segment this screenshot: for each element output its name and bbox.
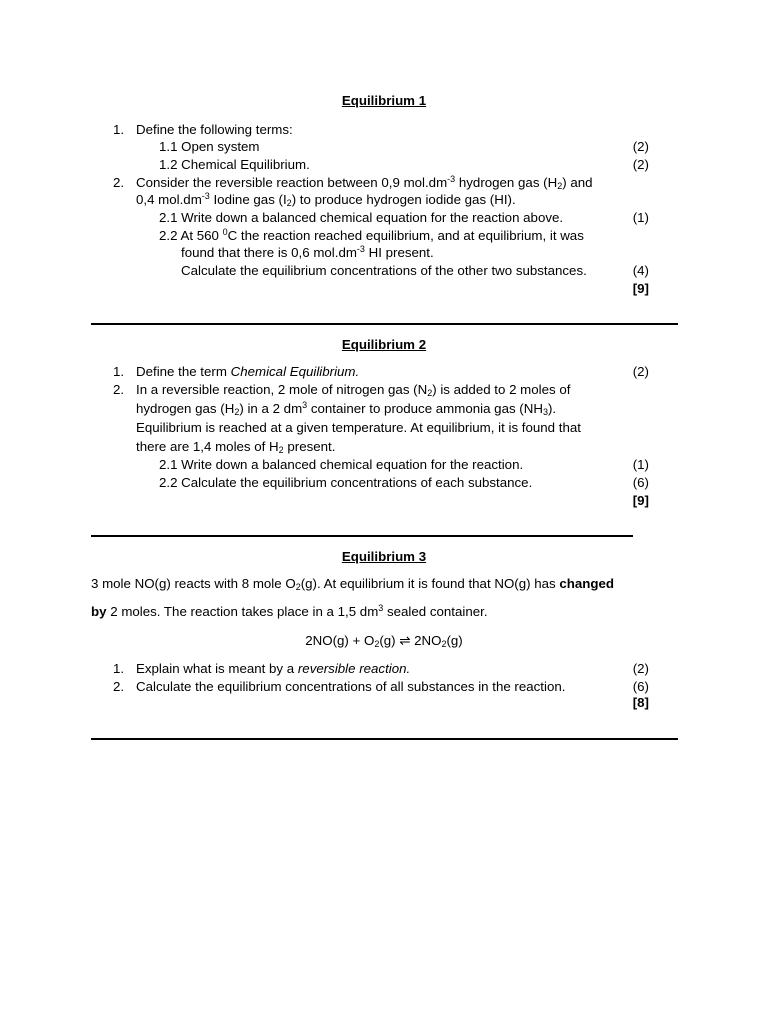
s3-q2-text: Calculate the equilibrium concentrations of all substances in the reaction. <box>136 679 566 694</box>
s2-q2-2-mark: (6) <box>632 475 649 490</box>
s2-q2-1-text: 2.1 Write down a balanced chemical equation for the reaction. <box>159 457 524 472</box>
q2-1-text: 2.1 Write down a balanced chemical equation for the reaction above. <box>159 210 564 225</box>
section-2-title: Equilibrium 2 <box>341 337 427 352</box>
q1-1-text: 1.1 Open system <box>159 139 260 154</box>
s2-q2-2-text: 2.2 Calculate the equilibrium concentrations of each substance. <box>159 475 533 490</box>
q2-2-line-2: found that there is 0,6 $mol.dm^{-3}$ HI present. <box>181 244 434 260</box>
s2-q2-number: 2. <box>113 382 125 397</box>
section-2-total: [9] <box>632 493 649 508</box>
section-divider-3 <box>91 738 678 740</box>
q1-2-text: 1.2 Chemical Equilibrium. <box>159 157 310 172</box>
section-divider-1 <box>91 323 678 325</box>
s2-q2-line-4: there are 1,4 moles of $H_2$ present. <box>136 439 336 455</box>
section-3-title: Equilibrium 3 <box>341 549 427 564</box>
q1-2-mark: (2) <box>632 157 649 172</box>
q2-2-line-1: 2.2 At 560 $^0$C the reaction reached equilibrium, and at equilibrium, it was <box>159 227 584 243</box>
s3-q1-text: Explain what is meant by a reversible reaction. <box>136 661 411 676</box>
s3-q2-number: 2. <box>113 679 125 694</box>
q2-1-mark: (1) <box>632 210 649 225</box>
s3-q2-mark: (6) <box>632 679 649 694</box>
s3-intro-line-1: 3 mole NO(g) reacts with 8 mole $O_2(g)$. At equilibrium it is found that NO(g) has changed <box>91 576 615 592</box>
q2-line-1: Consider the reversible reaction between 0,9 $mol.dm^{-3}$ hydrogen gas $(H_2)$ and <box>136 174 593 191</box>
q2-line-2: 0,4 $mol.dm^{-3}$ Iodine gas $(I_2)$ to produce hydrogen iodide gas (HI). <box>136 191 516 208</box>
q1-1-mark: (2) <box>632 139 649 154</box>
s2-q2-line-1: In a reversible reaction, 2 mole of nitrogen gas $(N_2)$ is added to 2 moles of <box>136 382 571 398</box>
q2-2-mark: (4) <box>632 263 649 278</box>
s2-q2-line-3: Equilibrium is reached at a given temperature. At equilibrium, it is found that <box>136 420 581 435</box>
section-1-total: [9] <box>632 281 649 296</box>
s3-q1-number: 1. <box>113 661 125 676</box>
s3-q1-mark: (2) <box>632 661 649 676</box>
q1-text: Define the following terms: <box>136 122 293 137</box>
q1-number: 1. <box>113 122 125 137</box>
section-divider-2 <box>91 535 633 537</box>
s3-intro-line-2: by 2 moles. The reaction takes place in a 1,5 $dm^3$ sealed container. <box>91 603 488 619</box>
s2-q1-number: 1. <box>113 364 125 379</box>
s2-q2-1-mark: (1) <box>632 457 649 472</box>
q2-2-line-3: Calculate the equilibrium concentrations of the other two substances. <box>181 263 587 278</box>
section-1-title: Equilibrium 1 <box>341 93 427 108</box>
s2-q2-line-2: hydrogen gas $(H_2)$ in a 2 $dm^3$ container to produce ammonia gas $(NH_3)$. <box>136 400 557 417</box>
s3-equation: $2NO(g) + O_2(g)$ ⇌ $2NO_2(g)$ <box>305 633 463 649</box>
q2-number: 2. <box>113 175 125 190</box>
s2-q1-text: Define the term Chemical Equilibrium. <box>136 364 360 379</box>
section-3-total: [8] <box>632 695 649 710</box>
s2-q1-mark: (2) <box>632 364 649 379</box>
